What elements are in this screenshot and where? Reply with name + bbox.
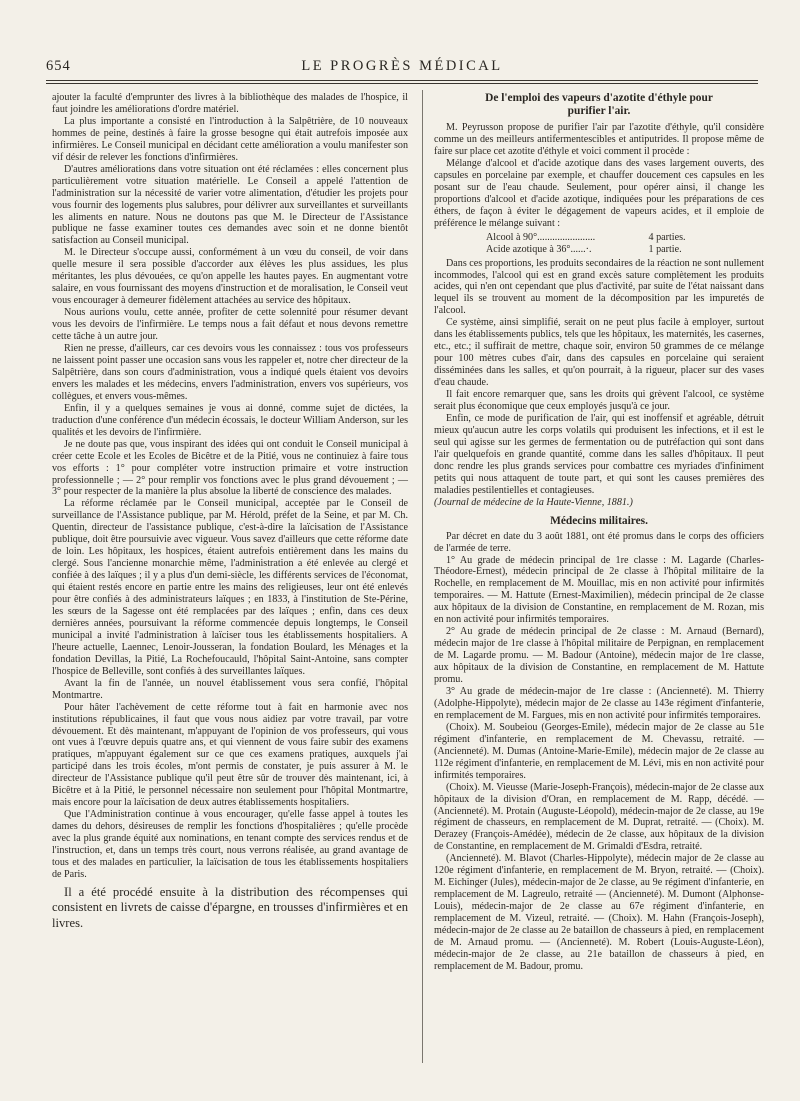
- source-citation: (Journal de médecine de la Haute-Vienne, 1881.): [434, 496, 633, 508]
- recipe-ingredient: Acide azotique à 36°......·.: [486, 243, 592, 255]
- paragraph: D'autres améliorations dans votre situation ont été réclamées : elles concernent plus particulièrement votre situation matérielle. Le Conseil a appelé l'attention de l'administration sur la nécessité de varier votre alimentation, d'étudier les projets pour vous fournir des logements plus salubres, pour délivrer aux surveillantes et surveillants les aliments en nature. Nous ne doutons pas que M. le Directeur de l'Assistance publique ne fasse examiner toutes ces demandes avec soin et ne donne bientôt satisfaction au Conseil municipal.: [52, 163, 408, 247]
- article-title-line2: purifier l'air.: [567, 105, 631, 117]
- paragraph: La réforme réclamée par le Conseil municipal, acceptée par le Conseil de surveillance de l'Assistance publique, par M. Hérold, préfet de la Seine, et par M. Ch. Quentin, directeur de l'assistance publique, c'est-à-dire la laïcisation de l'Assistance publique, doit être poursuivie avec vigueur. Vous savez d'ailleurs que cette réforme date de loin. Les hôpitaux, les hospices, étaient autrefois entièrement dans les mains du clergé. Sous l'ancienne monarchie même, l'administration a été enlevée au clergé et confiée à des laïques ; il y a plus d'un demi-siècle, les différents services de l'économat, qui étaient restés encore en partie entre les mains des religieuses, leur ont été enlevés pour être confiés à des administrateurs laïques ; en 1833, à l'institution de Ste-Périne, les sœurs de la Sagesse ont été remplacées par des laïques ; enfin, dans ces deux dernières années, poursuivant la réforme commencée depuis longtemps, le Conseil municipal a invité l'administration à laïciser tous les établissements hospitaliers. A l'heure actuelle, Laennec, Lenoir-Jousseran, la fondation Boulard, les Ménages et la fondation Devillas, la Pitié, La Rochefoucauld, l'hôpital Saint-Antoine, sans compter l'hospice de Belleville, sont confiés à des surveillantes laïques.: [52, 498, 408, 677]
- paragraph: Avant la fin de l'année, un nouvel établissement vous sera confié, l'hôpital Montmartre.: [52, 677, 408, 701]
- paragraph: M. Peyrusson propose de purifier l'air par l'azotite d'éthyle, qu'il considère comme un des meilleurs antifermentescibles et antiputrides. Il propose même de faire sur place cet azotite d'éthyle et voici comment il procède :: [434, 122, 764, 157]
- paragraph: La plus importante a consisté en l'introduction à la Salpêtrière, de 10 nouveaux hommes de peine, destinés à faire la grosse besogne qui était autrefois imposée aux infirmières. Le Conseil municipal en décidant cette amélioration a voulu manifester son vif désir de relever les fonctions d'infirmières.: [52, 115, 408, 163]
- paragraph: 3° Au grade de médecin-major de 1re classe : (Ancienneté). M. Thierry (Adolphe-Hippolyte), médecin major de 2e classe au 143e régiment d'infanterie, en remplacement de M. Fargues, mis en non activité pour infirmités temporaires.: [434, 685, 764, 721]
- recipe-row: [486, 244, 764, 256]
- paragraph: Ce système, ainsi simplifié, serait on ne peut plus facile à employer, surtout dans les établissements publics, tels que les hôpitaux, les maternités, les casernes, etc., etc.; il suffirait de mettre, chaque soir, environ 50 grammes de ce mélange pour 100 mètres cubes d'air, dans des capsules en porcelaine qui seraient disséminées dans les salles, et qu'on pourrait, à la rigueur, placer sur des vases d'eau chaude.: [434, 317, 764, 389]
- header-rule-thin: [46, 83, 758, 84]
- paragraph: Je ne doute pas que, vous inspirant des idées qui ont conduit le Conseil municipal à créer cette Ecole et les Ecoles de Bicêtre et de la Pitié, vous ne continuiez à faire tous vos efforts : 1° pour compléter votre instruction primaire et votre instruction professionnelle ; — 2° pour remplir vos fonctions avec le plus grand dévouement ; — 3° pour respecter de la manière la plus absolue la liberté de conscience des malades.: [52, 438, 408, 498]
- paragraph: Dans ces proportions, les produits secondaires de la réaction ne sont nullement incommodes, l'alcool qui est en grand excès sature complètement les produits acides, qui n'en ont cependant que plus d'activité, par suite de l'état naissant dans lequel ils se trouvent au moment de la décomposition par les impuretés de l'alcool.: [434, 257, 764, 317]
- paragraph: Rien ne presse, d'ailleurs, car ces devoirs vous les connaissez : tous vos professeurs ne laissent point passer une occasion sans vous les rappeler et, notre cher directeur de la Salpêtrière, dans son cours d'administration, vous a indiqué quels étaient vos devoirs envers les malades et les médecins, envers l'administration, envers vos supérieurs, vos collègues, et envers vous-mêmes.: [52, 343, 408, 402]
- article-title: De l'emploi des vapeurs d'azotite d'éthyle pour: [485, 92, 713, 104]
- recipe-quantity: 4 parties.: [648, 231, 686, 243]
- recipe-ingredient: Alcool à 90°.......................: [486, 231, 596, 243]
- paragraph: Par décret en date du 3 août 1881, ont été promus dans le corps des officiers de l'armée de terre.: [434, 530, 764, 554]
- page-header: [46, 56, 758, 78]
- paragraph: Enfin, ce mode de purification de l'air, qui est inoffensif et agréable, détruit mieux qu'aucun autre les corps volatils qui produisent les infections, et il est le seul qui agisse sur les germes de fermentation ou de putréfaction qui sont dans l'air quelquefois en grande quantité, comme dans les salles d'hôpitaux. Il peut donc rendre les plus grands services pour combattre ces myriades d'infiniment petits qui nous attaquent de toute part, et qui sont les causes premières des maladies pestilentielles et contagieuses.: [434, 412, 764, 496]
- paragraph: Enfin, il y a quelques semaines je vous ai donné, comme sujet de dictées, la traduction d'une conférence d'un médecin écossais, le docteur William Anderson, sur les qualités et les devoirs de l'infirmière.: [52, 402, 408, 438]
- recipe-row: [486, 232, 764, 244]
- paragraph: M. le Directeur s'occupe aussi, conformément à un vœu du conseil, de voir dans quelle mesure il sera possible d'accorder aux élèves les plus assidues, les plus méritantes, les plus dévouées, ce qu'on appelle les hautes payes. En augmentant votre salaire, en vous fournissant des moyens d'instruction et de moralisation, le Conseil veut vous encourager à demeurer fidèlement attachées au service des hôpitaux.: [52, 247, 408, 307]
- column-divider: [422, 90, 423, 1063]
- paragraph: (Ancienneté). M. Blavot (Charles-Hippolyte), médecin major de 2e classe au 120e régiment d'infanterie, en remplacement de M. Bryon, retraité. — (Choix). M. Eichinger (Jules), médecin-major de 2e classe, au 9e régiment d'infanterie, en remplacement de M. Lagreulo, retraité — (Ancienneté). M. Dumont (Alphonse-Louis), médecin-major de 2e classe au 67e régiment d'infanterie, en remplacement de M. Vizeul, retraité. — (Choix). M. Hahn (François-Joseph), médecin-major de 2e classe au 2e bataillon de chasseurs à pied, en remplacement de M. Arnaud promu. — (Ancienneté). M. Robert (Louis-Auguste-Léon), médecin-major de 2e classe, au 21e bataillon de chasseurs à pied, en remplacement de M. Badour, promu.: [434, 853, 764, 972]
- recipe-list: [486, 232, 764, 256]
- paragraph: Nous aurions voulu, cette année, profiter de cette solennité pour résumer devant vous les devoirs de l'infirmière. Le temps nous a fait défaut et nous devons remettre cette tâche à un autre jour.: [52, 307, 408, 343]
- paragraph: Que l'Administration continue à vous encourager, qu'elle fasse appel à toutes les dames du dehors, désireuses de remplir les fonctions d'hospitalières ; qu'elle procède avec la plus grande équité aux nominations, en tenant compte des services rendus et de l'instruction, et, dans un temps très court, nous verrons réalisée, au grand avantage de tous et des malades en particulier, la laïcisation de tous les établissements hospitaliers de Paris.: [52, 809, 408, 880]
- paragraph: (Choix). M. Soubeiou (Georges-Emile), médecin major de 2e classe au 51e régiment d'infanterie, en remplacement de M. Chevassu, retraité. — (Ancienneté). M. Dumas (Antoine-Marie-Emile), médecin major de 2e classe au 112e régiment d'infanterie, en remplacement de M. Lévi, mis en non activité pour infirmités temporaires.: [434, 721, 764, 781]
- paragraph: (Choix). M. Vieusse (Marie-Joseph-François), médecin-major de 2e classe aux hôpitaux de la division d'Oran, en remplacement de M. Rapp, décédé. — (Ancienneté). M. Protain (Auguste-Léopold), médecin-major de 2e classe, au 19e régiment de chasseurs, en remplacement de M. Duprat, retraité. — (Choix). M. Derazey (François-Amédée), médecin de 2e classe, aux hôpitaux de la division de Constantine, en remplacement de M. Grimaldi d'Esdra, retraité.: [434, 781, 764, 853]
- paragraph: 2° Au grade de médecin principal de 2e classe : M. Arnaud (Bernard), médecin major de 1re classe à l'hôpital militaire de Perpignan, en remplacement de M. Lagarde promu. — M. Badour (Antoine), médecin major de 1re classe, aux hôpitaux de la division de Constantine, en remplacement de M. Hattute promu.: [434, 626, 764, 686]
- page-number: 654: [46, 58, 71, 74]
- paragraph: Pour hâter l'achèvement de cette réforme tout à fait en harmonie avec nos institutions républicaines, il faut que vous nous aidiez par votre travail, par votre dévouement. Et dès maintenant, m'appuyant de l'opinion de vos professeurs, qui vous ont vues à l'œuvre depuis quatre ans, et qui viennent de vous faire subir des examens pratiques, m'appuyant également sur ce que ces examens pratiques, auxquels j'ai participé dans les trois écoles, m'ont permis de constater, je puis assurer à M. le directeur de l'Assistance publique qu'il peut être sûr de trouver dès maintenant, ici, à Bicêtre et à la Pitié, le personnel nécessaire non seulement pour l'hôpital Montmartre, mais encore pour la laïcisation de deux autres établissements hospitaliers.: [52, 701, 408, 809]
- article-source: [434, 497, 764, 509]
- journal-title: LE PROGRÈS MÉDICAL: [301, 58, 503, 74]
- section-title: Médecins militaires.: [550, 514, 648, 527]
- paragraph: ajouter la faculté d'emprunter des livres à la bibliothèque des malades de l'hospice, il faut joindre les améliorations d'ordre matériel.: [52, 92, 408, 115]
- left-column: [52, 92, 408, 931]
- closing-paragraph: Il a été procédé ensuite à la distribution des récompenses qui consistent en livrets de caisse d'épargne, en trousses d'infirmières et en livres.: [52, 884, 408, 930]
- paragraph: 1° Au grade de médecin principal de 1re classe : M. Lagarde (Charles-Théodore-Ernest), médecin principal de 2e classe à l'hôpital militaire de la Rochelle, en remplacement de M. Mouillac, mis en non activité pour infirmités temporaires. — M. Hattute (Ernest-Maximilien), médecin principal de 2e classe aux hôpitaux de la division de Constantine, en remplacement de M. Rozan, mis en non activité pour infirmités temporaires.: [434, 554, 764, 626]
- header-rule: [46, 80, 758, 81]
- paragraph: Il fait encore remarquer que, sans les droits qui grèvent l'alcool, ce système serait plus économique que ceux employés jusqu'à ce jour.: [434, 389, 764, 413]
- right-column: [434, 92, 764, 973]
- paragraph: Mélange d'alcool et d'acide azotique dans des vases largement ouverts, des capsules en porcelaine par exemple, et chauffer doucement ces capsules en les posant sur de l'eau chaude. Seulement, pour opérer ainsi, il change les proportions d'alcool et d'acide azotique, indiquées pour les préparations de ces éthers, de façon à éviter le dégagement de vapeurs acides, et il emploie de préférence le mélange suivant :: [434, 157, 764, 229]
- recipe-quantity: 1 partie.: [648, 243, 682, 255]
